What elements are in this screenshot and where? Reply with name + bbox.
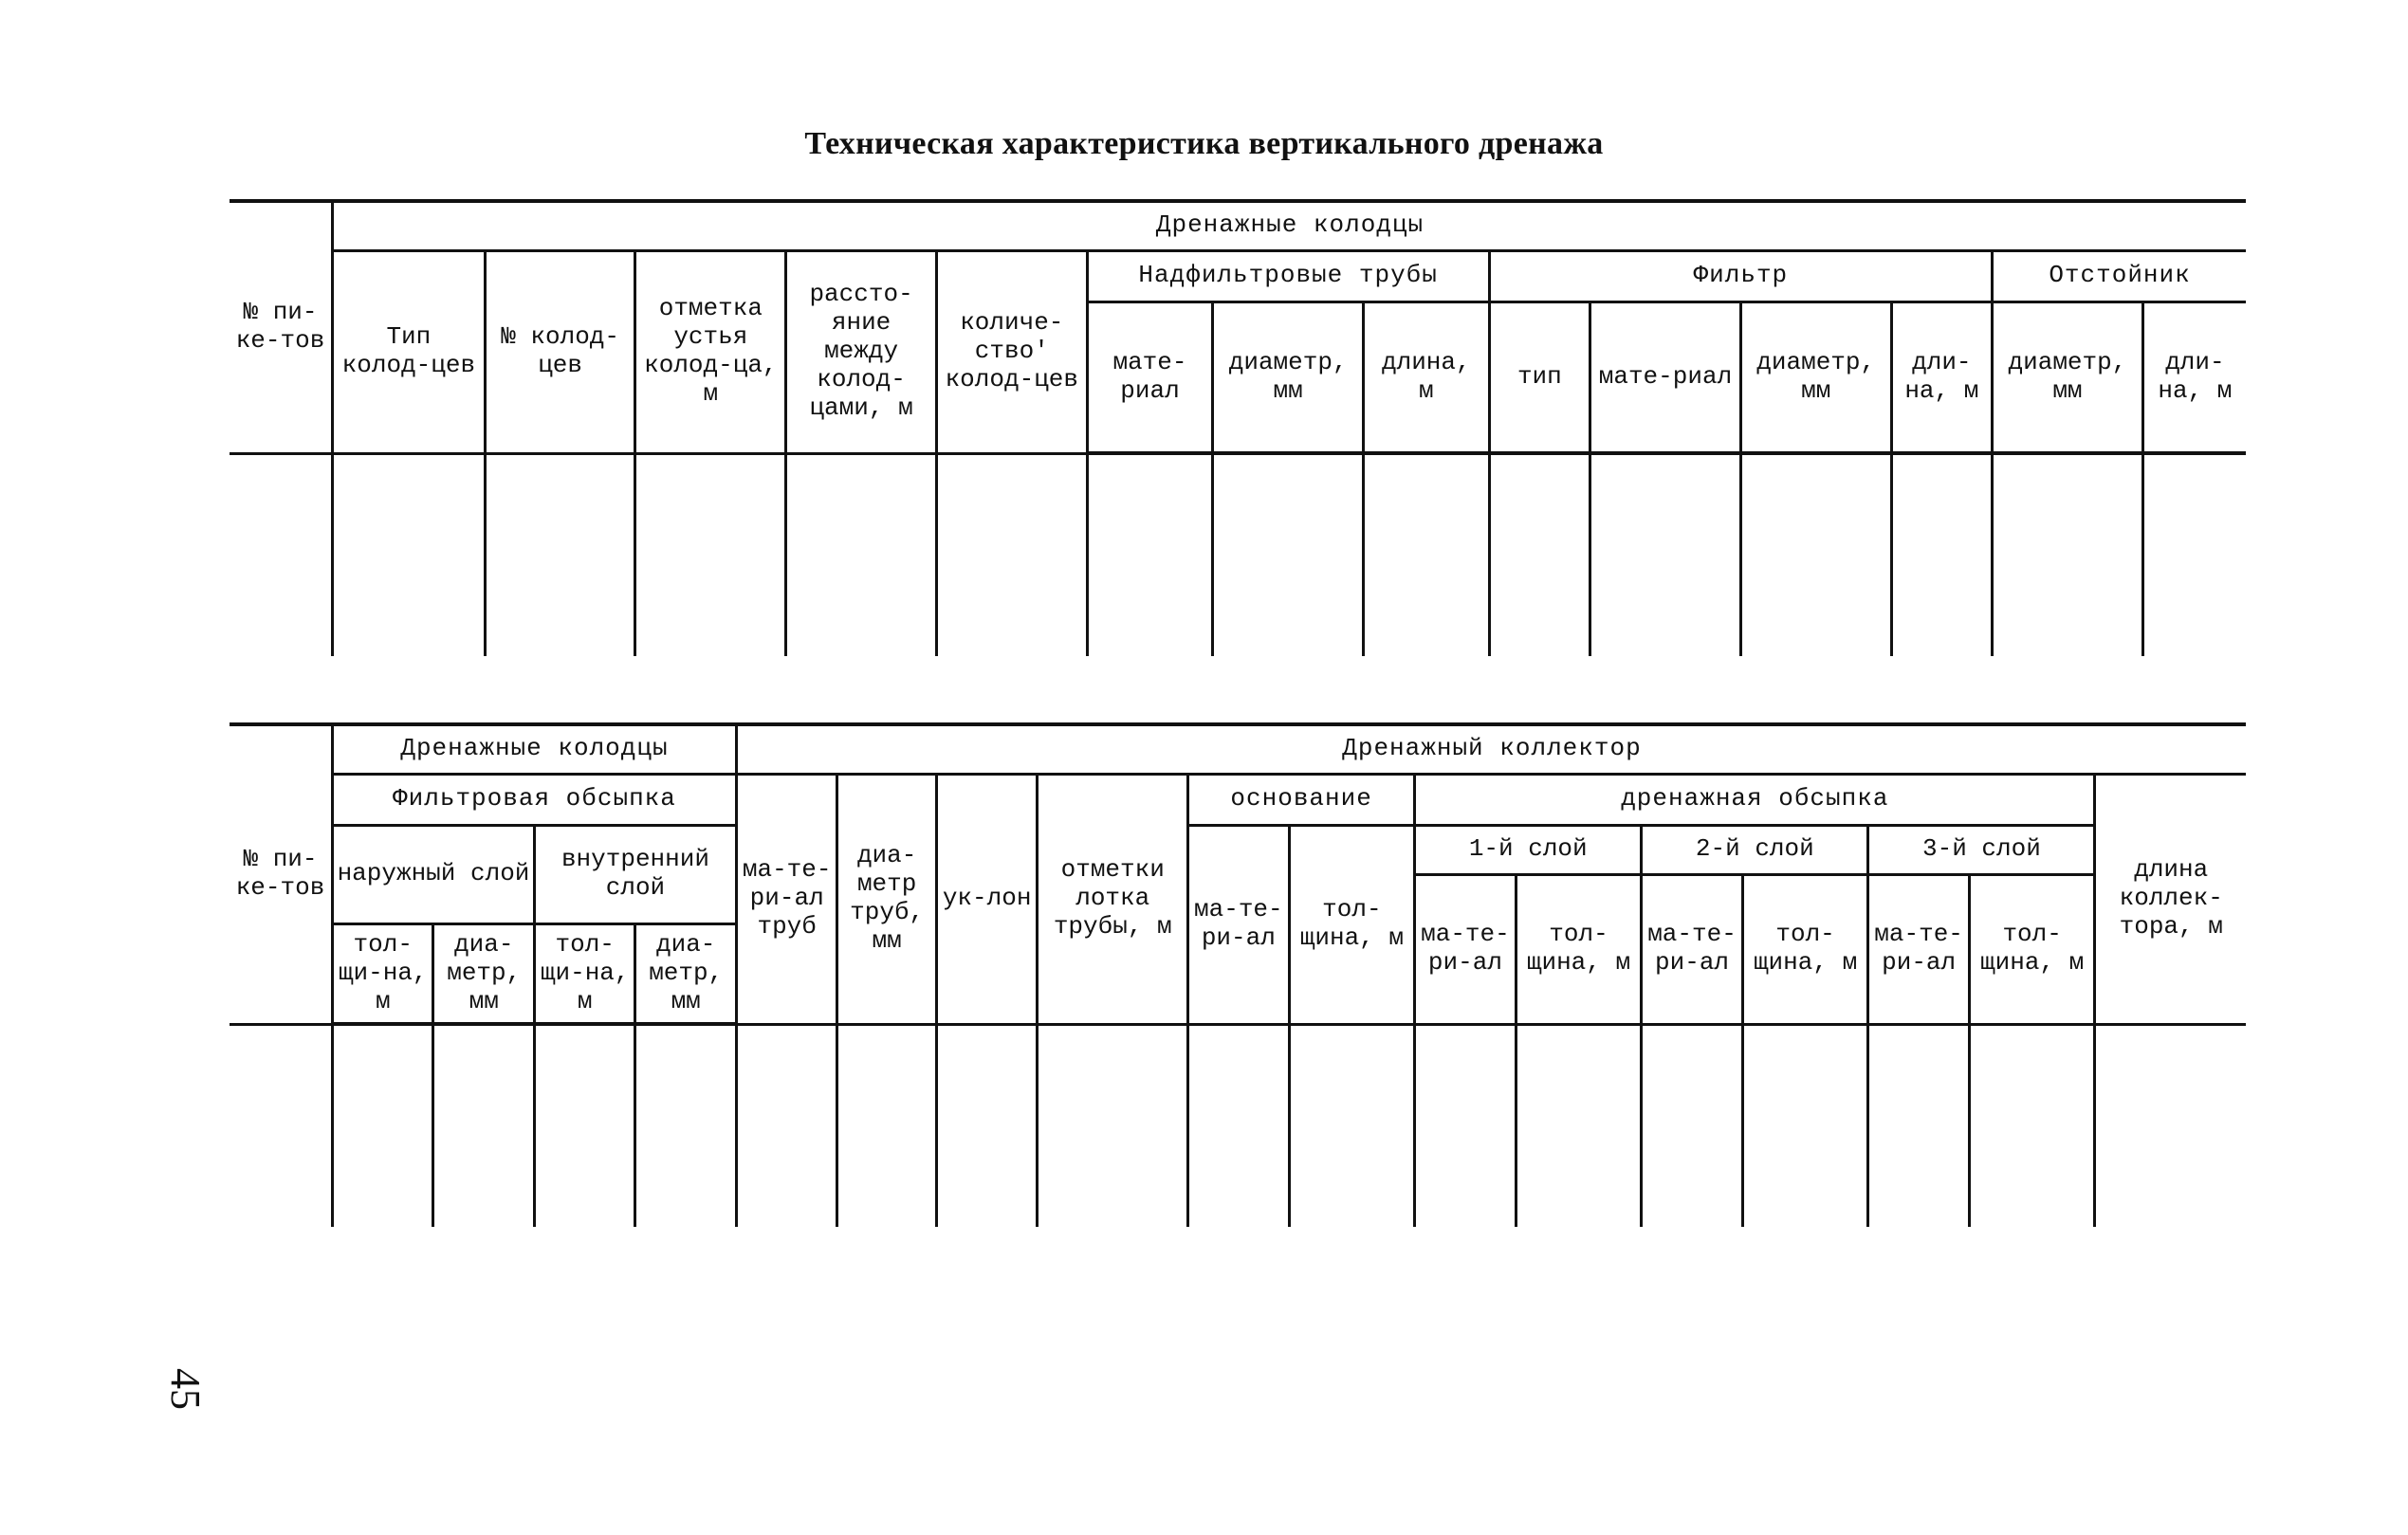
inner-diameter-header: диа-метр, мм xyxy=(635,923,736,1024)
filter-length-header: дли-на, м xyxy=(1891,302,1992,453)
filter-group-header: Фильтр xyxy=(1489,250,1992,302)
table-cell xyxy=(230,453,333,656)
table-cell xyxy=(2142,453,2246,656)
filter-fill-header: Фильтровая обсыпка xyxy=(333,774,737,825)
table-cell xyxy=(1740,453,1891,656)
base-material-header: ма-те-ри-ал xyxy=(1188,825,1289,1024)
table-cell xyxy=(837,1024,936,1227)
base-thickness-header: тол-щина, м xyxy=(1289,825,1415,1024)
pipe-length-header: длина, м xyxy=(1364,302,1490,453)
base-group-header: основание xyxy=(1188,774,1415,825)
layer1-header: 1-й слой xyxy=(1415,825,1642,874)
drainage-collector-group-header: Дренажный коллектор xyxy=(736,724,2246,774)
table-cell xyxy=(635,453,786,656)
table-cell xyxy=(1213,453,1364,656)
layer3-thickness-header: тол-щина, м xyxy=(1969,874,2095,1024)
table-cell xyxy=(485,453,635,656)
table-cell xyxy=(736,1024,836,1227)
table-cell xyxy=(333,453,486,656)
layer1-material-header: ма-те-ри-ал xyxy=(1415,874,1516,1024)
table-row xyxy=(230,453,2246,656)
sump-group-header: Отстойник xyxy=(1993,250,2246,302)
inner-layer-header: внутренний слой xyxy=(534,825,736,923)
well-count-header: количе-ство' колод-цев xyxy=(936,250,1087,453)
layer2-header: 2-й слой xyxy=(1642,825,1868,874)
table-cell xyxy=(635,1024,736,1227)
table-cell xyxy=(534,1024,634,1227)
table-cell xyxy=(1087,453,1213,656)
collector-pipe-diameter-header: диа-метр труб, мм xyxy=(837,774,936,1024)
layer3-material-header: ма-те-ри-ал xyxy=(1868,874,1969,1024)
drain-fill-group-header: дренажная обсыпка xyxy=(1415,774,2095,825)
table-cell xyxy=(1590,453,1741,656)
table-cell xyxy=(1891,453,1992,656)
table-cell xyxy=(1993,453,2143,656)
drainage-wells-group-header: Дренажные колодцы xyxy=(333,724,737,774)
table-cell xyxy=(1742,1024,1868,1227)
outer-diameter-header: диа-метр, мм xyxy=(433,923,534,1024)
table-cell xyxy=(1415,1024,1516,1227)
vertical-drainage-table-2 xyxy=(230,722,2246,1227)
document-title: Техническая характеристика вертикального дренажа xyxy=(804,126,1604,161)
filter-type-header: тип xyxy=(1489,302,1590,453)
inner-thickness-header: тол-щи-на, м xyxy=(534,923,634,1024)
layer1-thickness-header: тол-щина, м xyxy=(1516,874,1642,1024)
table-cell xyxy=(2095,1024,2246,1227)
wellhead-mark-header: отметка устья колод-ца, м xyxy=(635,250,786,453)
outer-thickness-header: тол-щи-на, м xyxy=(333,923,433,1024)
drainage-wells-group-header: Дренажные колодцы xyxy=(333,201,2247,250)
table-cell xyxy=(1868,1024,1969,1227)
filter-material-header: мате-риал xyxy=(1590,302,1741,453)
table-cell xyxy=(936,1024,1037,1227)
tray-marks-header: отметки лотка трубы, м xyxy=(1038,774,1188,1024)
table-cell xyxy=(786,453,937,656)
pipe-diameter-header: диаметр, мм xyxy=(1213,302,1364,453)
sump-length-header: дли-на, м xyxy=(2142,302,2246,453)
table-cell xyxy=(433,1024,534,1227)
table-cell xyxy=(1969,1024,2095,1227)
layer3-header: 3-й слой xyxy=(1868,825,2095,874)
table-cell xyxy=(1516,1024,1642,1227)
table-cell xyxy=(1038,1024,1188,1227)
table-cell xyxy=(1489,453,1590,656)
well-distance-header: рассто-яние между колод-цами, м xyxy=(786,250,937,453)
vertical-drainage-table-1 xyxy=(230,199,2246,656)
slope-header: ук-лон xyxy=(936,774,1037,1024)
table-cell xyxy=(1289,1024,1415,1227)
table-cell xyxy=(1642,1024,1742,1227)
table-row xyxy=(230,1024,2246,1227)
table-cell xyxy=(230,1024,333,1227)
well-type-header: Тип колод-цев xyxy=(333,250,486,453)
table-cell xyxy=(1364,453,1490,656)
table-cell xyxy=(333,1024,433,1227)
table-cell xyxy=(1188,1024,1289,1227)
table-cell xyxy=(936,453,1087,656)
collector-length-header: длина коллек-тора, м xyxy=(2095,774,2246,1024)
well-number-header: № колод-цев xyxy=(485,250,635,453)
pipe-material-header: мате-риал xyxy=(1087,302,1213,453)
layer2-thickness-header: тол-щина, м xyxy=(1742,874,1868,1024)
filter-diameter-header: диаметр, мм xyxy=(1740,302,1891,453)
collector-pipe-material-header: ма-те-ри-ал труб xyxy=(736,774,836,1024)
page-number: 45 xyxy=(162,1368,209,1410)
above-filter-pipes-group-header: Надфильтровые трубы xyxy=(1087,250,1489,302)
picket-number-header: № пи-ке-тов xyxy=(230,724,333,1024)
layer2-material-header: ма-те-ри-ал xyxy=(1642,874,1742,1024)
sump-diameter-header: диаметр, мм xyxy=(1993,302,2143,453)
picket-number-header: № пи-ке-тов xyxy=(230,201,333,453)
outer-layer-header: наружный слой xyxy=(333,825,535,923)
